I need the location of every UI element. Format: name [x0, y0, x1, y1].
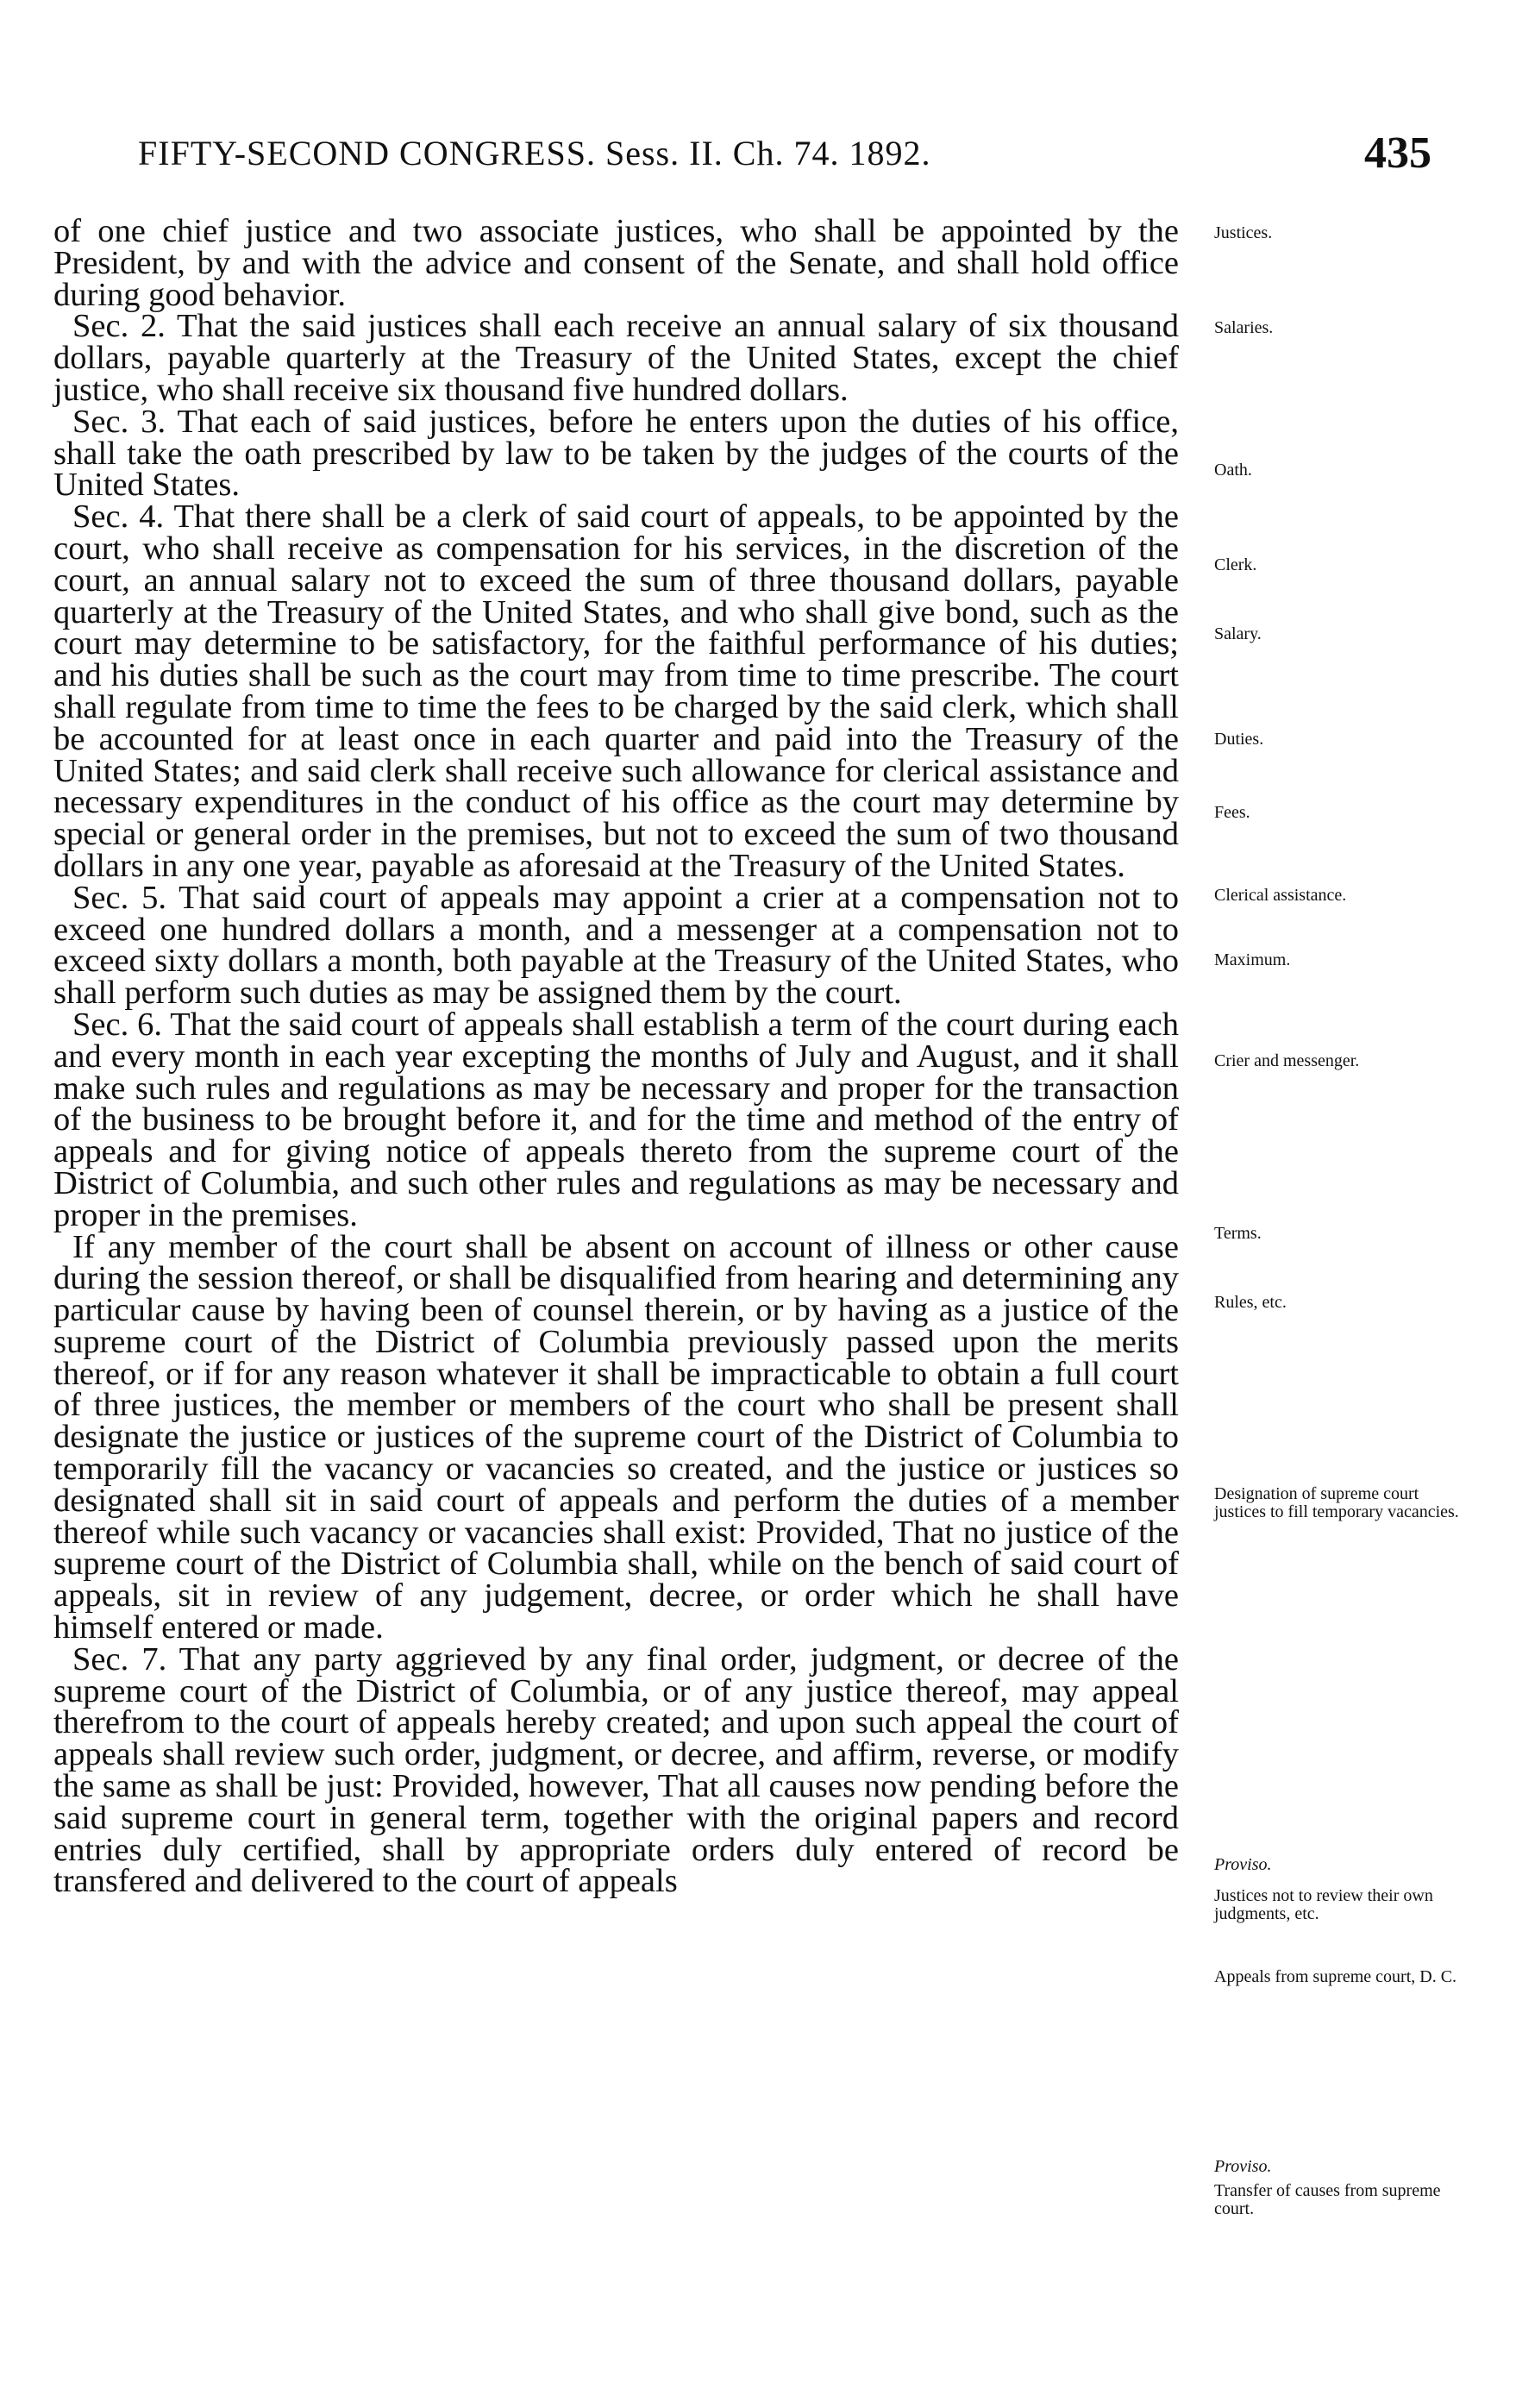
paragraph-sec-5: Sec. 5. That said court of appeals may appoint a crier at a compensation not to exceed one hundred dollars a month, and a messenger at a compensation not to exceed sixty dollars a month, both payable at the Treasury of the United States, who shall perform such duties as may be assigned them by the court.	[53, 879, 1179, 1012]
page-number: 435	[1364, 129, 1431, 178]
margin-note: Proviso.	[1214, 2157, 1272, 2176]
margin-note: Salary.	[1214, 624, 1262, 643]
margin-note: Clerical assistance.	[1214, 886, 1347, 905]
body-text	[53, 213, 1179, 1900]
margin-note: Transfer of causes from supreme court.	[1214, 2181, 1441, 2218]
margin-note: Crier and messenger.	[1214, 1051, 1360, 1070]
paragraph-sec-6: Sec. 6. That the said court of appeals shall establish a term of the court during each and every month in each year excepting the months of July and August, and it shall make such rules and regulations as may be necessary and proper for the transaction of the business to be brought before it, and for the time and method of the entry of appeals and for giving notice of appeals thereto from the supreme court of the District of Columbia, and such other rules and regulations as may be necessary and proper in the premises.	[53, 1006, 1179, 1233]
margin-note: Justices.	[1214, 223, 1273, 242]
paragraph-vacancies: If any member of the court shall be absent on account of illness or other cause during the session thereof, or shall be disqualified from hearing and determining any particular cause by having been of counsel therein, or by having as a justice of the supreme court of the District of Columbia previously passed upon the merits thereof, or if for any reason whatever it shall be impracticable to obtain a full court of three justices, the member or members of the court who shall be present shall designate the justice or justices of the supreme court of the District of Columbia to temporarily fill the vacancy or vacancies so created, and the justice or justices so designated shall sit in said court of appeals and perform the duties of a member thereof while such vacancy or vacancies shall exist: Provided, That no justice of the supreme court of the District of Columbia shall, while on the bench of said court of appeals, sit in review of any judgement, decree, or order which he shall have himself entered or made.	[53, 1228, 1179, 1646]
margin-note: Terms.	[1214, 1224, 1262, 1243]
margin-note: Clerk.	[1214, 555, 1257, 574]
margin-note: Oath.	[1214, 461, 1252, 480]
paragraph-sec-3: Sec. 3. That each of said justices, before he enters upon the duties of his office, shall take the oath prescribed by law to be taken by the judges of the courts of the United States.	[53, 403, 1179, 504]
paragraph-sec-7: Sec. 7. That any party aggrieved by any final order, judgment, or decree of the supreme court of the District of Columbia, or of any justice thereof, may appeal therefrom to the court of appeals hereby created; and upon such appeal the court of appeals shall review such order, judgment, or decree, and affirm, reverse, or modify the same as shall be just: Provided, however, That all causes now pending before the said supreme court in general term, together with the original papers and record entries duly certified, shall by appropriate orders duly entered of record be transfered and delivered to the court of appeals	[53, 1640, 1179, 1900]
paragraph-sec-4: Sec. 4. That there shall be a clerk of said court of appeals, to be appointed by the court, who shall receive as compensation for his services, in the discretion of the court, an annual salary not to exceed the sum of three thousand dollars, payable quarterly at the Treasury of the United States, and who shall give bond, such as the court may determine to be satisfactory, for the faithful performance of his duties; and his duties shall be such as the court may from time to time prescribe. The court shall regulate from time to time the fees to be charged by the said clerk, which shall be accounted for at least once in each quarter and paid into the Treasury of the United States; and said clerk shall receive such allowance for clerical assistance and necessary expenditures in the conduct of his office as the court may determine by special or general order in the premises, but not to exceed the sum of two thousand dollars in any one year, payable as aforesaid at the Treasury of the United States.	[53, 499, 1179, 884]
margin-note: Maximum.	[1214, 950, 1291, 969]
margin-note: Rules, etc.	[1214, 1293, 1287, 1312]
page-header	[138, 128, 1431, 179]
margin-note: Designation of supreme court justices to fill temporary vacancies.	[1214, 1484, 1459, 1521]
margin-note: Fees.	[1214, 803, 1250, 822]
margin-note: Proviso.	[1214, 1855, 1272, 1874]
running-head: FIFTY-SECOND CONGRESS. Sess. II. Ch. 74. 1892.	[138, 134, 931, 172]
paragraph-justices: of one chief justice and two associate justices, who shall be appointed by the President, by and with the advice and consent of the Senate, and shall hold office during good behavior.	[53, 213, 1179, 313]
margin-note: Salaries.	[1214, 318, 1274, 337]
margin-note: Duties.	[1214, 730, 1264, 749]
margin-note: Appeals from supreme court, D. C.	[1214, 1967, 1457, 1986]
margin-note: Justices not to review their own judgments, etc.	[1214, 1886, 1433, 1923]
paragraph-sec-2: Sec. 2. That the said justices shall each receive an annual salary of six thousand dollars, payable quarterly at the Treasury of the United States, except the chief justice, who shall receive six thousand five hundred dollars.	[53, 308, 1179, 408]
